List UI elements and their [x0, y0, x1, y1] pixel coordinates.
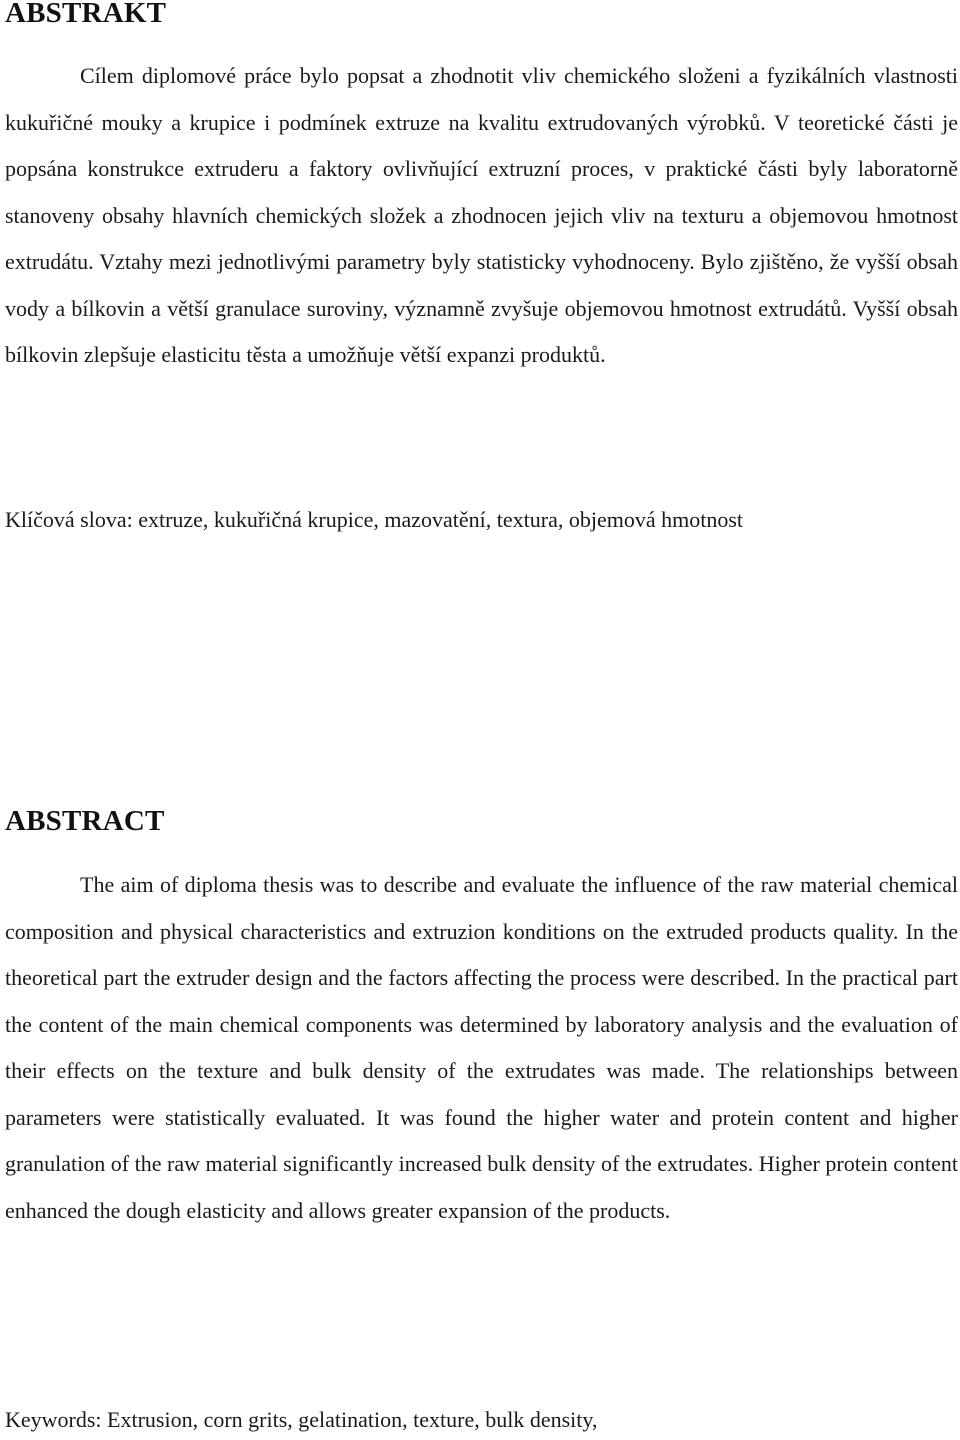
abstract-paragraph: The aim of diploma thesis was to describe and evaluate the influence of the raw material chemical composition and physical characteristics and extruzion konditions on the extruded products quality. In the theoretical part the extruder design and the factors affecting the process were described. In the practical part the content of the main chemical components was determined by laboratory analysis and the evaluation of their effects on the texture and bulk density of the extrudates was made. The relationships between parameters were statistically evaluated. It was found the higher water and protein content and higher granulation of the raw material significantly increased bulk density of the extrudates. Higher protein content enhanced the dough elasticity and allows greater expansion of the products.	[5, 872, 958, 1223]
klicova-slova-keywords: Klíčová slova: extruze, kukuřičná krupice, mazovatění, textura, objemová hmotnost	[5, 507, 743, 532]
abstract-heading: ABSTRACT	[5, 805, 165, 837]
english-keywords: Keywords: Extrusion, corn grits, gelatination, texture, bulk density,	[5, 1407, 598, 1432]
abstrakt-paragraph: Cílem diplomové práce bylo popsat a zhodnotit vliv chemického složeni a fyzikálních vlastnosti kukuřičné mouky a krupice i podmínek extruze na kvalitu extrudovaných výrobků. V teoretické části je popsána konstrukce extruderu a faktory ovlivňující extruzní proces, v praktické části byly laboratorně stanoveny obsahy hlavních chemických složek a zhodnocen jejich vliv na texturu a objemovou hmotnost extrudátu. Vztahy mezi jednotlivými parametry byly statisticky vyhodnoceny. Bylo zjištěno, že vyšší obsah vody a bílkovin a větší granulace suroviny, významně zvyšuje objemovou hmotnost extrudátů. Vyšší obsah bílkovin zlepšuje elasticitu těsta a umožňuje větší expanzi produktů.	[5, 63, 958, 367]
abstrakt-heading: ABSTRAKT	[5, 0, 167, 29]
